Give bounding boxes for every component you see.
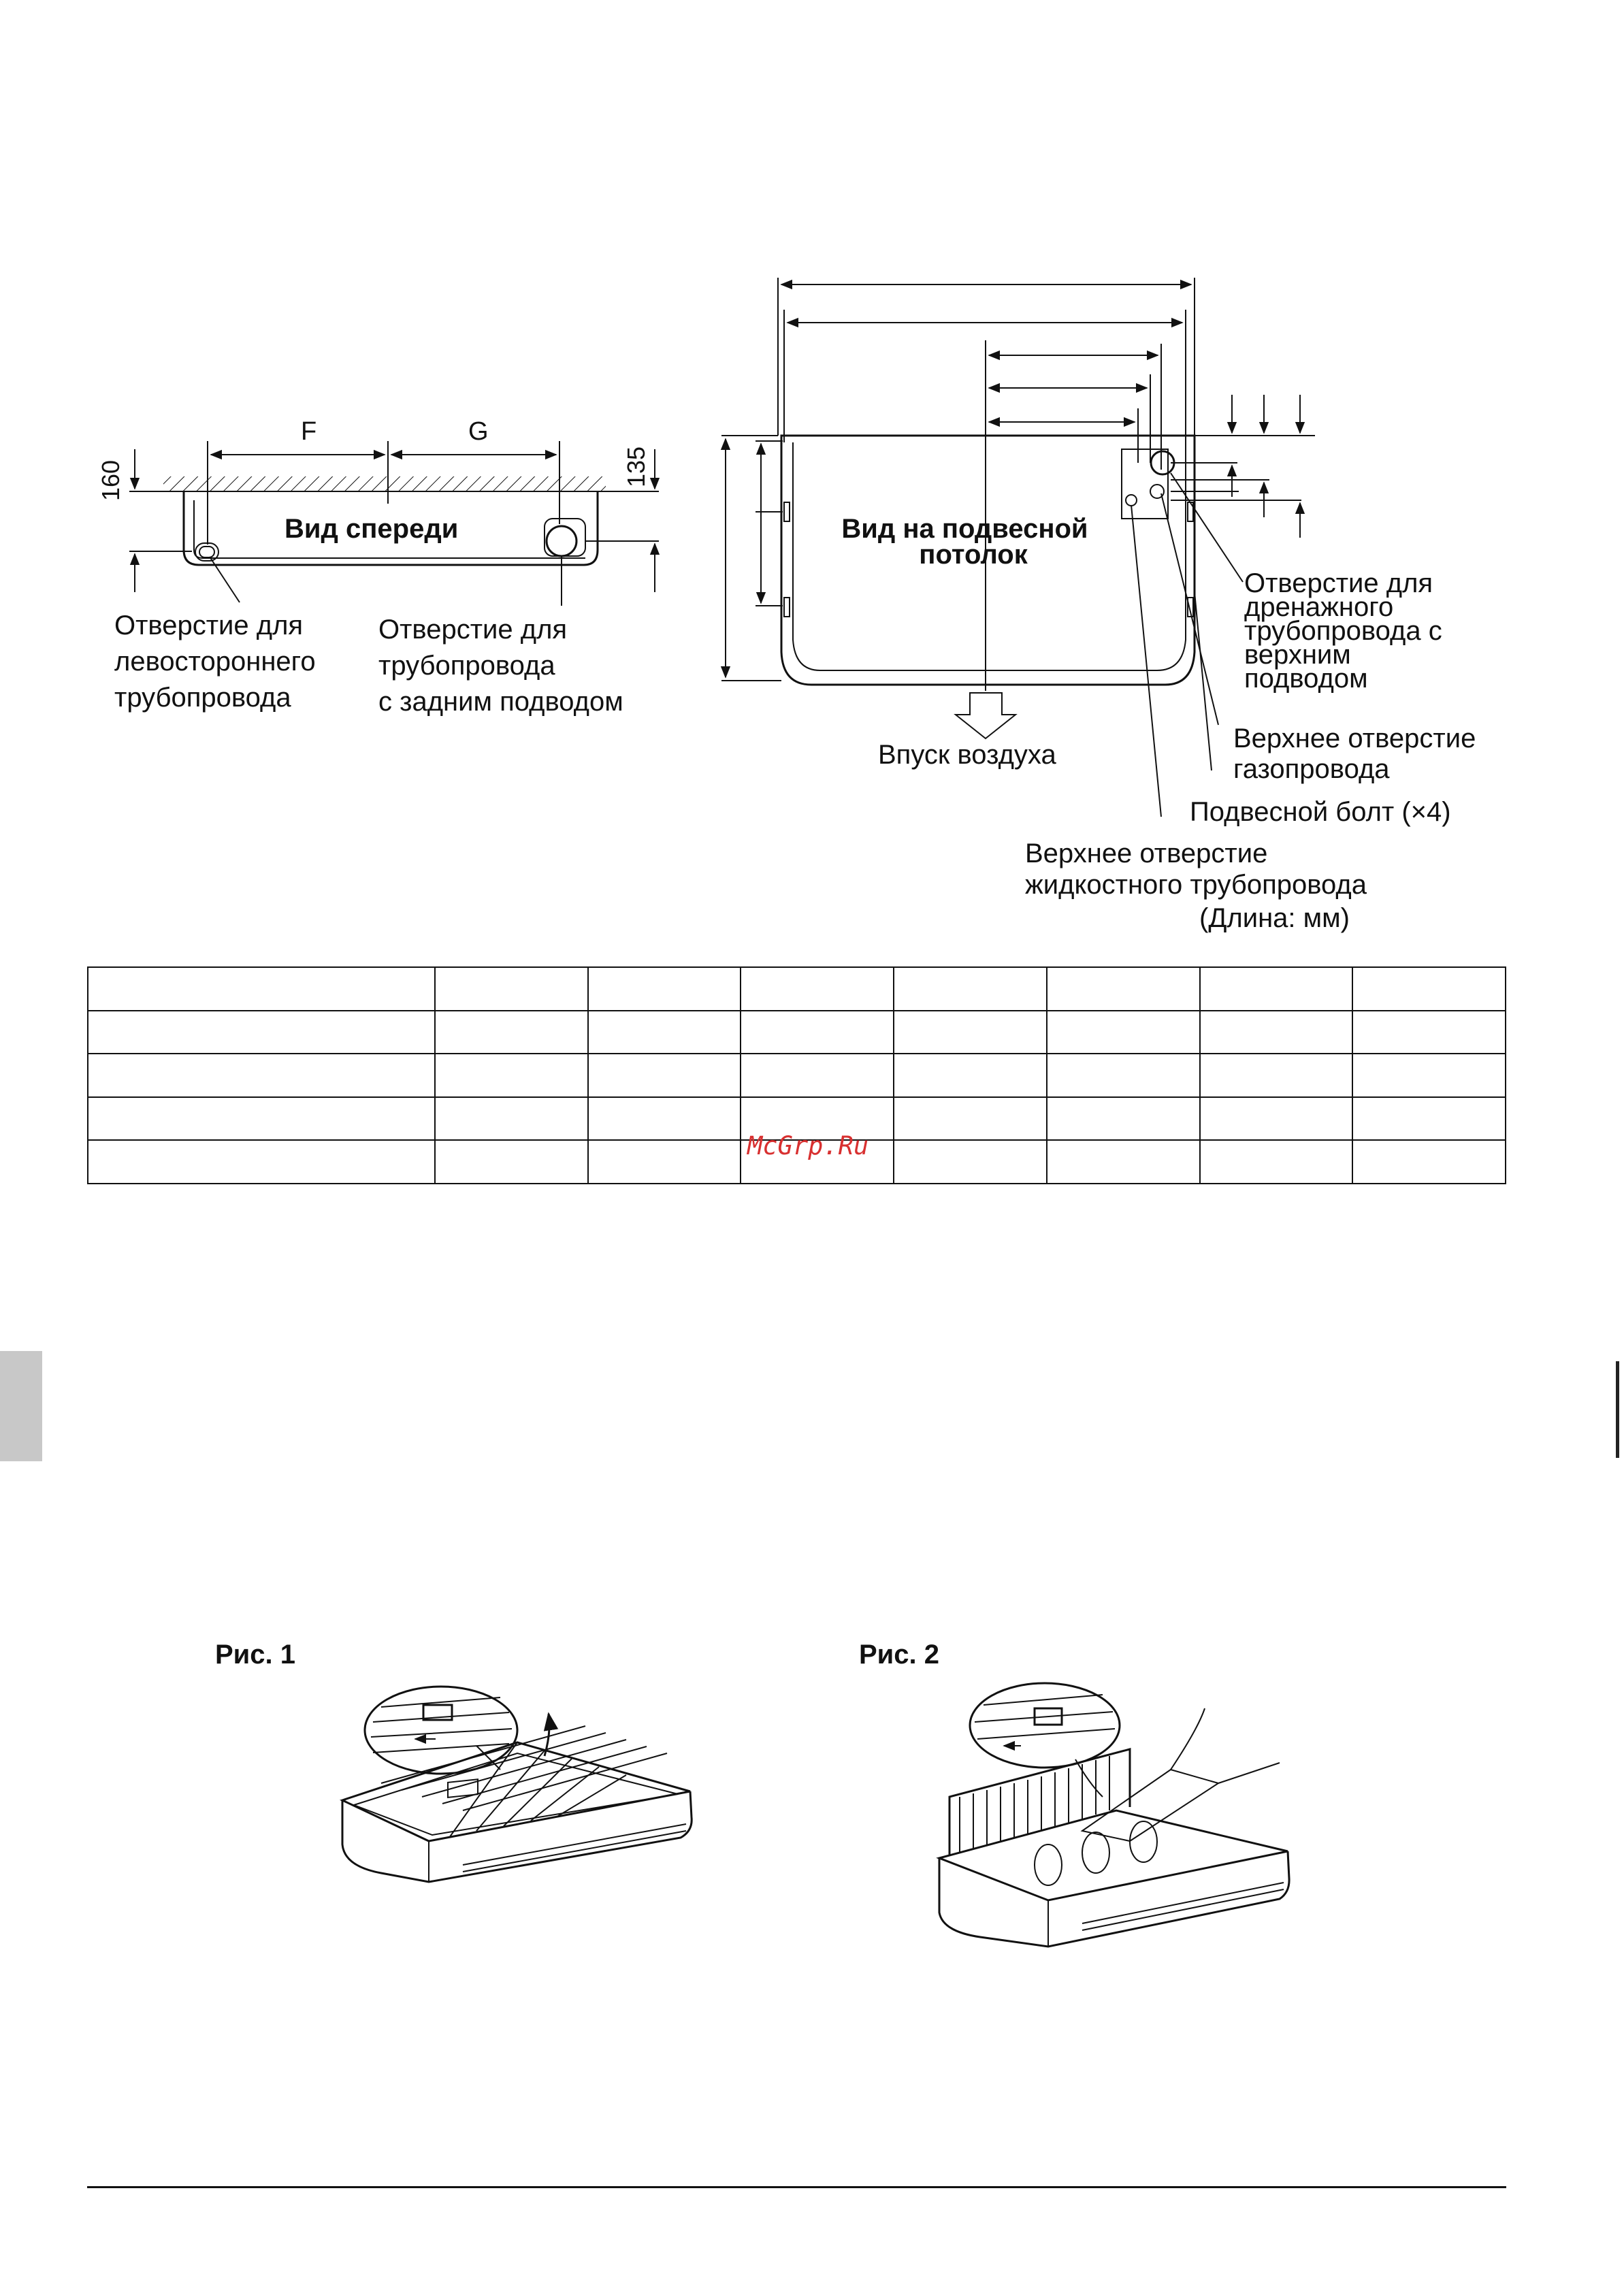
- rear-pipe-caption: Отверстие для трубопровода с задним подводом: [378, 615, 623, 717]
- table-cell: [894, 1140, 1047, 1184]
- liquid-hole: [1126, 495, 1137, 506]
- table-cell: [1047, 1097, 1200, 1141]
- table-cell: [1200, 1011, 1353, 1054]
- table-cell: [588, 967, 741, 1011]
- table-cell: [435, 1140, 588, 1184]
- table-cell: [1047, 967, 1200, 1011]
- table-cell: [1352, 1011, 1506, 1054]
- table-cell: [1200, 1097, 1353, 1141]
- watermark: McGrp.Ru: [747, 1131, 869, 1160]
- fig2-illustration: [939, 1683, 1289, 1947]
- table-cell: [894, 1011, 1047, 1054]
- table-cell: [88, 1097, 435, 1141]
- ceiling-hatch: [163, 476, 606, 491]
- table-cell: [894, 1097, 1047, 1141]
- table-cell: [588, 1011, 741, 1054]
- table-cell: [435, 1054, 588, 1097]
- table-cell: [1352, 1140, 1506, 1184]
- table-cell: [741, 1011, 894, 1054]
- table-cell: [1352, 1054, 1506, 1097]
- table-cell: [1200, 1140, 1353, 1184]
- table-cell: [88, 1140, 435, 1184]
- dim-160-label: 160: [97, 459, 125, 501]
- table-cell: [435, 1011, 588, 1054]
- air-intake-label: Впуск воздуха: [878, 740, 1056, 770]
- left-pipe-caption: Отверстие для левостороннего трубопровода: [114, 611, 316, 713]
- table-cell: [588, 1097, 741, 1141]
- table-row: [88, 1011, 1506, 1054]
- footer-rule: [87, 2186, 1506, 2188]
- table-cell: [1352, 967, 1506, 1011]
- fig1-illustration: [342, 1687, 692, 1882]
- fig1-label: Рис. 1: [215, 1640, 295, 1670]
- drain-hole: [1151, 451, 1174, 474]
- units-note: (Длина: мм): [1199, 903, 1350, 933]
- table-cell: [741, 967, 894, 1011]
- table-cell: [1047, 1140, 1200, 1184]
- dim-f-label: F: [301, 417, 317, 446]
- air-intake-arrow: [956, 693, 1016, 738]
- table-cell: [435, 967, 588, 1011]
- table-cell: [741, 1054, 894, 1097]
- table-cell: [88, 1054, 435, 1097]
- table-cell: [1047, 1011, 1200, 1054]
- table-cell: [1352, 1097, 1506, 1141]
- drain-caption: Отверстие для дренажного трубопровода с верхним подводом: [1244, 568, 1442, 694]
- table-cell: [1200, 1054, 1353, 1097]
- gas-caption: Верхнее отверстие газопровода: [1233, 723, 1476, 784]
- front-view-title: Вид спереди: [285, 514, 459, 544]
- bolt-caption: Подвесной болт (×4): [1190, 797, 1451, 827]
- table-cell: [1200, 967, 1353, 1011]
- table-cell: [88, 1011, 435, 1054]
- table-cell: [588, 1054, 741, 1097]
- fig2-label: Рис. 2: [859, 1640, 939, 1670]
- table-row: [88, 1054, 1506, 1097]
- dim-g-label: G: [468, 417, 489, 446]
- table-cell: [588, 1140, 741, 1184]
- liquid-caption: Верхнее отверстие жидкостного трубопровода: [1025, 839, 1367, 900]
- table-cell: [1047, 1054, 1200, 1097]
- table-cell: [894, 1054, 1047, 1097]
- table-cell: [894, 967, 1047, 1011]
- table-row: [88, 967, 1506, 1011]
- table-cell: [88, 967, 435, 1011]
- table-cell: [435, 1097, 588, 1141]
- ceiling-view-title: Вид на подвесной потолок: [841, 514, 1088, 570]
- dim-135-label: 135: [622, 446, 650, 487]
